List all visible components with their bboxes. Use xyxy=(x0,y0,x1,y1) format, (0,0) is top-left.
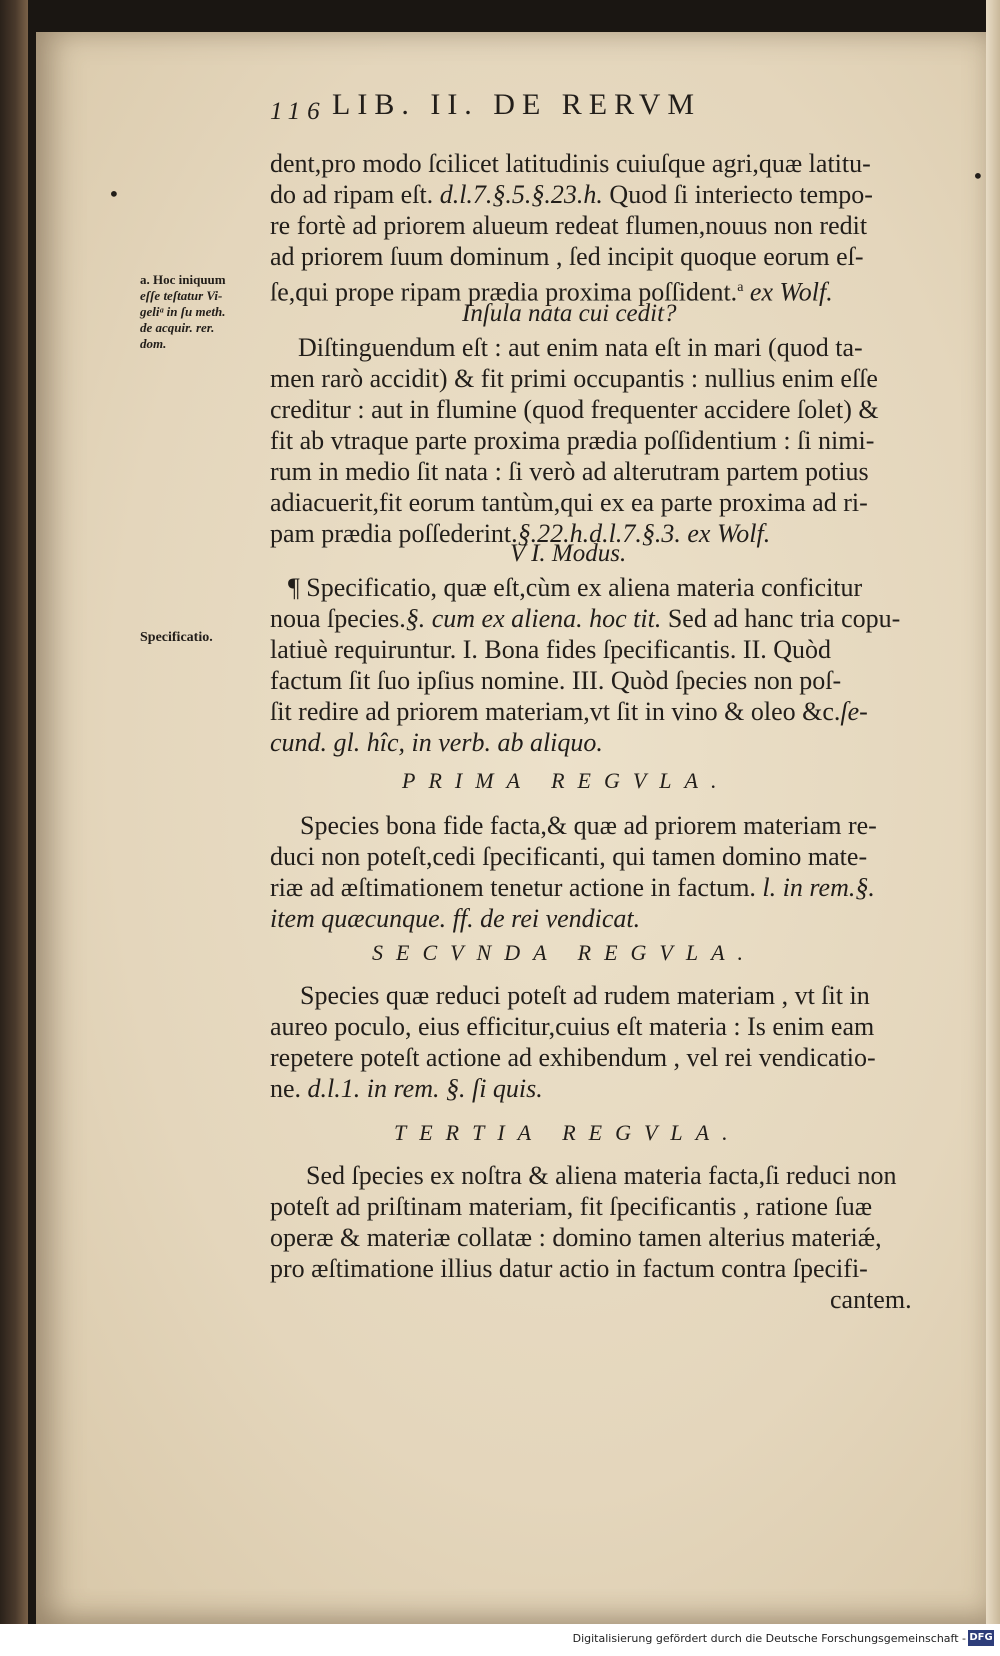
text-segment: pro æſtimatione illius datur actio in factum contra ſpecifi- xyxy=(270,1254,868,1283)
text-line xyxy=(270,394,879,425)
text-segment: fit ab vtraque parte proxima prædia poſſidentium : ſi nimi- xyxy=(270,426,875,455)
text-line xyxy=(270,241,864,272)
text-line xyxy=(270,363,878,394)
text-line xyxy=(270,179,873,210)
citation: cund. gl. hîc, in verb. ab aliquo. xyxy=(270,728,603,757)
text-line xyxy=(270,1253,868,1284)
text-segment: Quod ſi interiecto tempo- xyxy=(602,180,873,209)
citation: d.l.7.§.5.§.23.h. xyxy=(439,180,603,209)
citation: l. in rem.§. xyxy=(755,873,875,902)
text-segment: aureo poculo, eius efficitur,cuius eſt materia : Is enim eam xyxy=(270,1012,875,1041)
section-heading: V I. Modus. xyxy=(510,540,627,567)
margin-note-line: eſſe teſtatur Vi- xyxy=(140,288,223,303)
margin-dot: • xyxy=(972,164,984,188)
text-segment: Species quæ reduci poteſt ad rudem materiam , vt ſit in xyxy=(300,981,870,1010)
margin-note-line: dom. xyxy=(140,336,167,351)
text-segment: adiacuerit,fit eorum tantùm,qui ex ea parte proxima ad ri- xyxy=(270,488,868,517)
citation: d.l.1. in rem. §. ſi quis. xyxy=(301,1074,543,1103)
text-line xyxy=(270,1011,874,1042)
text-line xyxy=(270,665,841,696)
text-segment: factum ſit ſuo ipſius nomine. III. Quòd ſpecies non poſ- xyxy=(270,666,842,695)
text-segment: dent,pro modo ſcilicet latitudinis cuiuſque agri,quæ latitu- xyxy=(270,149,871,178)
text-segment: noua ſpecies. xyxy=(270,604,406,633)
text-line xyxy=(270,696,868,727)
citation: §.22.h.d.l.7.§.3. ex Wolf. xyxy=(517,519,771,548)
text-line xyxy=(270,634,831,665)
rule-heading: SECVNDA REGVLA. xyxy=(372,940,757,965)
citation: item quæcunque. ff. de rei vendicat. xyxy=(270,904,641,933)
text-segment: Sed ad hanc tria copu- xyxy=(661,604,901,633)
text-segment: operæ & materiæ collatæ : domino tamen alterius materiǽ, xyxy=(270,1223,882,1252)
text-line xyxy=(270,1222,882,1253)
text-line xyxy=(270,1191,872,1222)
text-line xyxy=(270,872,875,903)
text-segment: ſit redire ad priorem materiam,vt ſit in vino & oleo &c. xyxy=(270,697,841,726)
text-segment: rum in medio ſit nata : ſi verò ad alterutram partem potius xyxy=(270,457,869,486)
text-line xyxy=(270,148,871,179)
text-line xyxy=(270,841,867,872)
citation: §. cum ex aliena. hoc tit. xyxy=(405,604,662,633)
text-line xyxy=(270,456,869,487)
text-segment: creditur : aut in flumine (quod frequenter accidere ſolet) & xyxy=(270,395,879,424)
margin-note-line: a. Hoc iniquum xyxy=(140,272,226,287)
margin-note-line: de acquir. rer. xyxy=(140,320,215,335)
dfg-logo: DFG xyxy=(968,1630,994,1646)
text-segment: repetere poteſt actione ad exhibendum , vel rei vendicatio- xyxy=(270,1043,876,1072)
footer-credit: Digitalisierung gefördert durch die Deutsche Forschungsgemeinschaft - xyxy=(572,1632,966,1645)
citation: ex Wolf. xyxy=(743,277,833,307)
text-line xyxy=(306,1160,897,1191)
footnote-mark: a xyxy=(737,280,744,295)
text-line xyxy=(270,487,868,518)
text-segment: Species bona fide facta,& quæ ad priorem materiam re- xyxy=(300,811,877,840)
text-line xyxy=(288,572,862,603)
text-segment: ad priorem ſuum dominum , ſed incipit quoque eorum eſ- xyxy=(270,242,864,271)
text-line xyxy=(298,332,863,363)
text-segment: cantem. xyxy=(830,1285,912,1314)
text-line xyxy=(300,980,870,1011)
text-line xyxy=(270,603,900,634)
text-segment: duci non poteſt,cedi ſpecificanti, qui tamen domino mate- xyxy=(270,842,868,871)
text-segment: ¶ Specificatio, quæ eſt,cùm ex aliena materia conficitur xyxy=(288,573,863,602)
text-line xyxy=(270,210,867,241)
text-line xyxy=(270,425,874,456)
text-segment: ne. xyxy=(270,1074,302,1103)
text-segment: men rarò accidit) & fit primi occupantis : nullius enim eſſe xyxy=(270,364,878,393)
text-segment: re fortè ad priorem alueum redeat flumen,nouus non redit xyxy=(270,211,868,240)
citation: ſe- xyxy=(840,697,868,726)
text-line xyxy=(270,1073,543,1104)
rule-heading: TERTIA REGVLA. xyxy=(394,1120,741,1145)
text-segment: do ad ripam eſt. xyxy=(270,180,440,209)
text-line xyxy=(270,1042,876,1073)
text-segment: poteſt ad priſtinam materiam, fit ſpecificantis , ratione ſuæ xyxy=(270,1192,873,1221)
page-edge xyxy=(986,0,1000,1656)
margin-note-line: geliᵃ in ſu meth. xyxy=(140,304,226,319)
page-number: 116 xyxy=(270,98,327,125)
text-line xyxy=(830,1284,912,1315)
section-heading: Inſula nata cui cedit? xyxy=(462,300,677,327)
text-segment: ſe,qui prope ripam prædia proxima poſſident. xyxy=(270,277,738,307)
margin-dot: • xyxy=(108,182,120,206)
text-line xyxy=(300,810,877,841)
text-segment: Diſtinguendum eſt : aut enim nata eſt in mari (quod ta- xyxy=(298,333,863,362)
margin-note-a xyxy=(140,272,226,352)
text-line xyxy=(270,903,640,934)
rule-heading: PRIMA REGVLA. xyxy=(402,768,730,793)
text-segment: latiuè requiruntur. I. Bona fides ſpecificantis. II. Quòd xyxy=(270,635,832,664)
text-segment: riæ ad æſtimationem tenetur actione in factum. xyxy=(270,873,756,902)
text-segment: Sed ſpecies ex noſtra & aliena materia facta,ſi reduci non xyxy=(306,1161,897,1190)
footer-bar xyxy=(0,1624,1000,1656)
margin-note-specificatio: Specificatio. xyxy=(140,630,213,645)
text-line xyxy=(270,727,603,758)
running-title: LIB. II. DE RERVM xyxy=(332,88,702,121)
text-segment: pam prædia poſſederint. xyxy=(270,519,518,548)
book-spine xyxy=(0,0,28,1656)
